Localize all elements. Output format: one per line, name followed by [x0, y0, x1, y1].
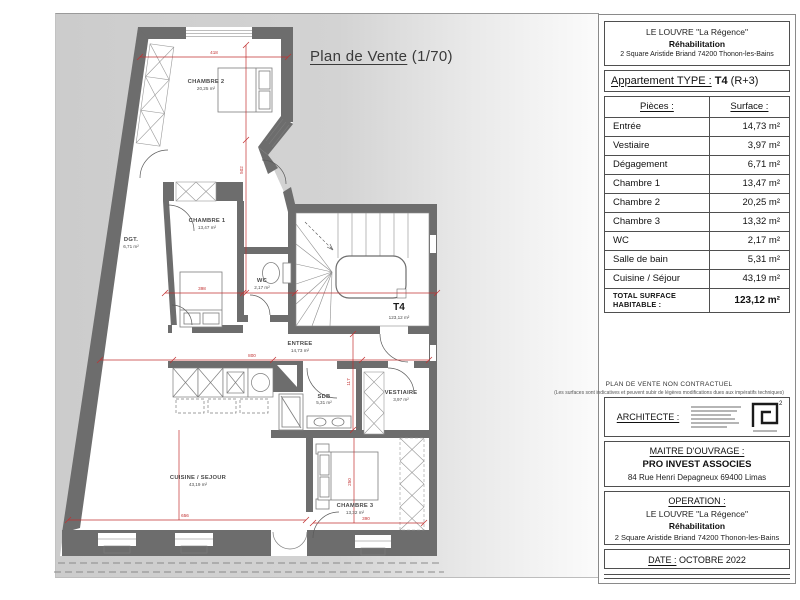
- apartment-type-box: [604, 70, 790, 92]
- table-row: Chambre 3 13,32 m²: [605, 212, 789, 231]
- plan-title-text: Plan de Vente: [310, 48, 408, 65]
- svg-text:800: 800: [248, 353, 256, 358]
- operation-box: [604, 491, 790, 545]
- owner-name: PRO INVEST ASSOCIES: [642, 459, 752, 471]
- table-row: Dégagement 6,71 m²: [605, 155, 789, 174]
- svg-text:20,25 m²: 20,25 m²: [196, 86, 216, 91]
- room-label-chambre1: CHAMBRE 1: [188, 218, 226, 224]
- project-name: LE LOUVRE "La Régence": [646, 27, 748, 37]
- plan-title: [310, 48, 453, 65]
- room-label-wc: WC: [256, 278, 268, 284]
- table-row: Chambre 2 20,25 m²: [605, 193, 789, 212]
- svg-text:418: 418: [210, 50, 218, 55]
- total-value: 123,12 m²: [734, 294, 780, 306]
- col-pieces: Pièces :: [640, 101, 674, 113]
- architect-contact-microtext: [691, 406, 743, 428]
- svg-text:14,73 m²: 14,73 m²: [290, 348, 310, 353]
- apartment-floor: (R+3): [730, 74, 759, 87]
- svg-text:13,47 m²: 13,47 m²: [197, 225, 217, 230]
- table-row: Salle de bain 5,31 m²: [605, 250, 789, 269]
- operation-address: 2 Square Aristide Briand 74200 Thonon-les-Bains: [614, 533, 780, 543]
- table-row: WC 2,17 m²: [605, 231, 789, 250]
- room-label-cuisine-sejour: CUISINE / SEJOUR: [169, 475, 227, 481]
- svg-text:6,71 m²: 6,71 m²: [123, 244, 139, 249]
- room-label-sdb: SDB: [317, 394, 331, 400]
- table-row: Chambre 1 13,47 m²: [605, 174, 789, 193]
- date-label: DATE :: [648, 555, 677, 566]
- svg-text:43,19 m²: 43,19 m²: [188, 482, 208, 487]
- svg-text:117: 117: [346, 378, 351, 386]
- table-total-row: [605, 288, 789, 312]
- owner-label: MAITRE D'OUVRAGE :: [649, 446, 745, 457]
- unit-area-label: 123,12 m²: [388, 315, 410, 320]
- operation-name: LE LOUVRE "La Régence": [646, 509, 748, 520]
- non-contractual-note: [538, 381, 800, 396]
- col-surface: Surface :: [730, 101, 769, 113]
- svg-text:390: 390: [362, 516, 370, 521]
- owner-box: [604, 441, 790, 487]
- svg-text:656: 656: [181, 513, 189, 518]
- date-box: [604, 549, 790, 569]
- architect-label: ARCHITECTE :: [616, 412, 680, 423]
- note-detail: (Les surfaces sont indicatives et peuvent subir de légères modifications dues aux impératifs techniques): [554, 390, 784, 396]
- svg-text:13,32 m²: 13,32 m²: [345, 510, 365, 515]
- room-label-vestiaire: VESTIAIRE: [384, 390, 418, 396]
- apartment-type-value: T4: [714, 74, 728, 87]
- svg-text:398: 398: [198, 286, 206, 291]
- room-label-entree: ENTREE: [287, 341, 313, 347]
- plan-scale: (1/70): [411, 48, 453, 65]
- project-subtitle: Réhabilitation: [668, 39, 726, 49]
- project-address: 2 Square Aristide Briand 74200 Thonon-les-Bains: [620, 51, 774, 58]
- room-label-dgt: DGT.: [123, 237, 139, 243]
- date-value: OCTOBRE 2022: [678, 555, 746, 566]
- architect-logo-icon: [749, 399, 783, 435]
- svg-text:2,17 m²: 2,17 m²: [254, 285, 270, 290]
- svg-text:502: 502: [239, 166, 244, 174]
- total-label: TOTAL SURFACE HABITABLE :: [605, 289, 710, 312]
- svg-text:250: 250: [347, 478, 352, 486]
- table-row: Cuisine / Séjour 43,19 m²: [605, 269, 789, 288]
- title-block-panel: [598, 14, 796, 584]
- room-label-chambre3: CHAMBRE 3: [336, 503, 374, 509]
- operation-label: OPERATION :: [668, 496, 726, 507]
- table-header-row: [605, 97, 789, 117]
- svg-text:5,31 m²: 5,31 m²: [316, 400, 332, 405]
- note-title: PLAN DE VENTE NON CONTRACTUEL: [605, 381, 733, 388]
- operation-subtitle: Réhabilitation: [668, 521, 726, 532]
- unit-type-label: T4: [393, 302, 405, 313]
- panel-bottom-rule: [604, 574, 790, 579]
- apartment-type-label: Appartement TYPE :: [611, 74, 712, 87]
- svg-text:3,97 m²: 3,97 m²: [393, 397, 409, 402]
- surfaces-table: [604, 96, 790, 313]
- architect-box: [604, 397, 790, 438]
- facade-dashed-lines: [54, 563, 444, 572]
- owner-address: 84 Rue Henri Depagneux 69400 Limas: [627, 473, 767, 483]
- room-label-chambre2: CHAMBRE 2: [187, 79, 225, 85]
- svg-text:2: 2: [779, 401, 783, 408]
- project-header-box: [604, 21, 790, 66]
- table-row: Entrée 14,73 m²: [605, 117, 789, 136]
- table-row: Vestiaire 3,97 m²: [605, 136, 789, 155]
